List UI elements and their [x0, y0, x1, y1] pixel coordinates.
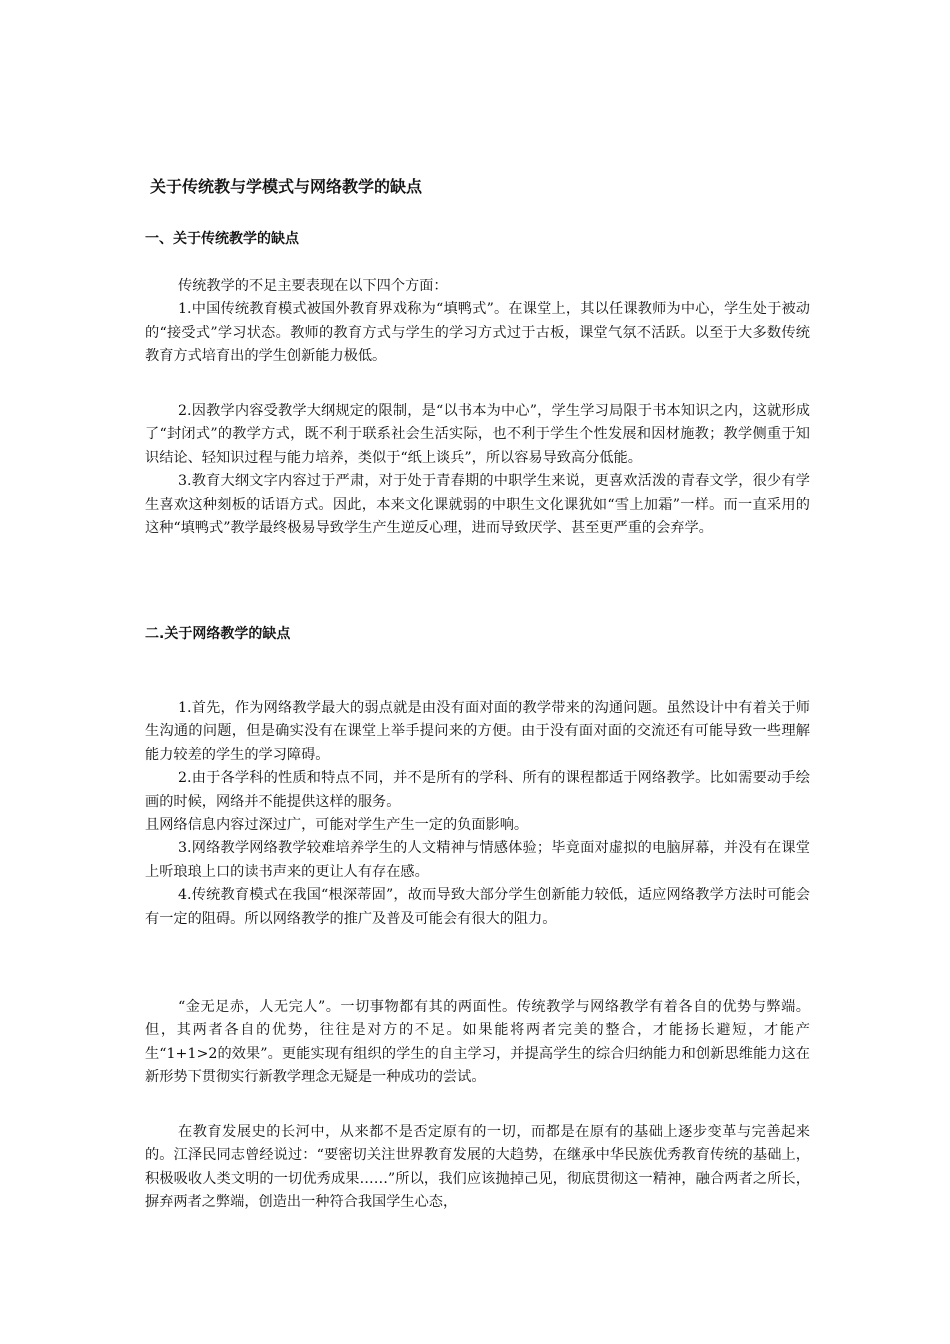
section2-point-3: 3.网络教学网络教学较难培养学生的人文精神与情感体验；毕竟面对虚拟的电脑屏幕，并没有在课堂上听琅琅上口的读书声来的更让人有存在感。 — [145, 840, 810, 880]
section1-point-3: 3.教育大纲文字内容过于严肃，对于处于青春期的中职学生来说，更喜欢活泼的青春文学，很少有学生喜欢这种刻板的话语方式。因此，本来文化课就弱的中职生文化课犹如“雪上加霜”一样。而一直采用的这种“填鸭式”教学最终极易导致学生产生逆反心理，进而导致厌学、甚至更严重的会弃学。 — [145, 473, 810, 537]
section1-intro: 传统教学的不足主要表现在以下四个方面： — [178, 278, 448, 294]
section2-point-1: 1.首先，作为网络教学最大的弱点就是由没有面对面的教学带来的沟通问题。虽然设计中有着关于师生沟通的问题，但是确实没有在课堂上举手提问来的方便。由于没有面对面的交流还有可能导致一些理解能力较差的学生的学习障碍。 — [145, 700, 810, 763]
section1-point-2: 2.因教学内容受教学大纲规定的限制，是“以书本为中心”，学生学习局限于书本知识之内，这就形成了“封闭式”的教学方式，既不利于联系社会生活实际，也不利于学生个性发展和因材施教；教学侧重于知识结论、轻知识过程与能力培养，类似于“纸上谈兵”，所以容易导致高分低能。 — [145, 403, 810, 466]
conclusion-paragraph-1: “金无足赤，人无完人”。一切事物都有其的两面性。传统教学与网络教学有着各自的优势与弊端。但，其两者各自的优势，往往是对方的不足。如果能将两者完美的整合，才能扬长避短，才能产生“1+1>2的效果”。更能实现有组织的学生的自主学习，并提高学生的综合归纳能力和创新思维能力这在新形势下贯彻实行新教学理念无疑是一种成功的尝试。 — [145, 999, 810, 1086]
conclusion-block-1 — [145, 996, 810, 1090]
section-heading-online: 二.关于网络教学的缺点 — [145, 626, 291, 642]
section2-point-2-continued: 且网络信息内容过深过广，可能对学生产生一定的负面影响。 — [145, 817, 529, 834]
document-title: 关于传统教与学模式与网络教学的缺点 — [150, 177, 423, 196]
section2-point-2: 2.由于各学科的性质和特点不同，并不是所有的学科、所有的课程都适于网络教学。比如需要动手绘画的时候，网络并不能提供这样的服务。 — [145, 770, 810, 810]
conclusion-block-2 — [145, 1121, 810, 1215]
section-heading-traditional: 一、关于传统教学的缺点 — [145, 231, 299, 247]
section2-block — [145, 697, 810, 931]
section1-point-2-block — [145, 400, 810, 540]
section1-intro-block — [145, 275, 810, 369]
section2-point-4: 4.传统教育模式在我国“根深蒂固”，故而导致大部分学生创新能力较低，适应网络教学方法时可能会有一定的阻碍。所以网络教学的推广及普及可能会有很大的阻力。 — [145, 887, 810, 927]
conclusion-paragraph-2: 在教育发展史的长河中，从来都不是否定原有的一切，而都是在原有的基础上逐步变革与完善起来的。江泽民同志曾经说过：“要密切关注世界教育发展的大趋势，在继承中华民族优秀教育传统的基础上，积极吸收人类文明的一切优秀成果……”所以，我们应该抛掉己见，彻底贯彻这一精神，融合两者之所长，摒弃两者之弊端，创造出一种符合我国学生心态， — [145, 1124, 810, 1211]
section1-point-1: 1.中国传统教育模式被国外教育界戏称为“填鸭式”。在课堂上，其以任课教师为中心，学生处于被动的“接受式”学习状态。教师的教育方式与学生的学习方式过于古板，课堂气氛不活跃。以至于大多数传统教育方式培育出的学生创新能力极低。 — [145, 301, 810, 365]
